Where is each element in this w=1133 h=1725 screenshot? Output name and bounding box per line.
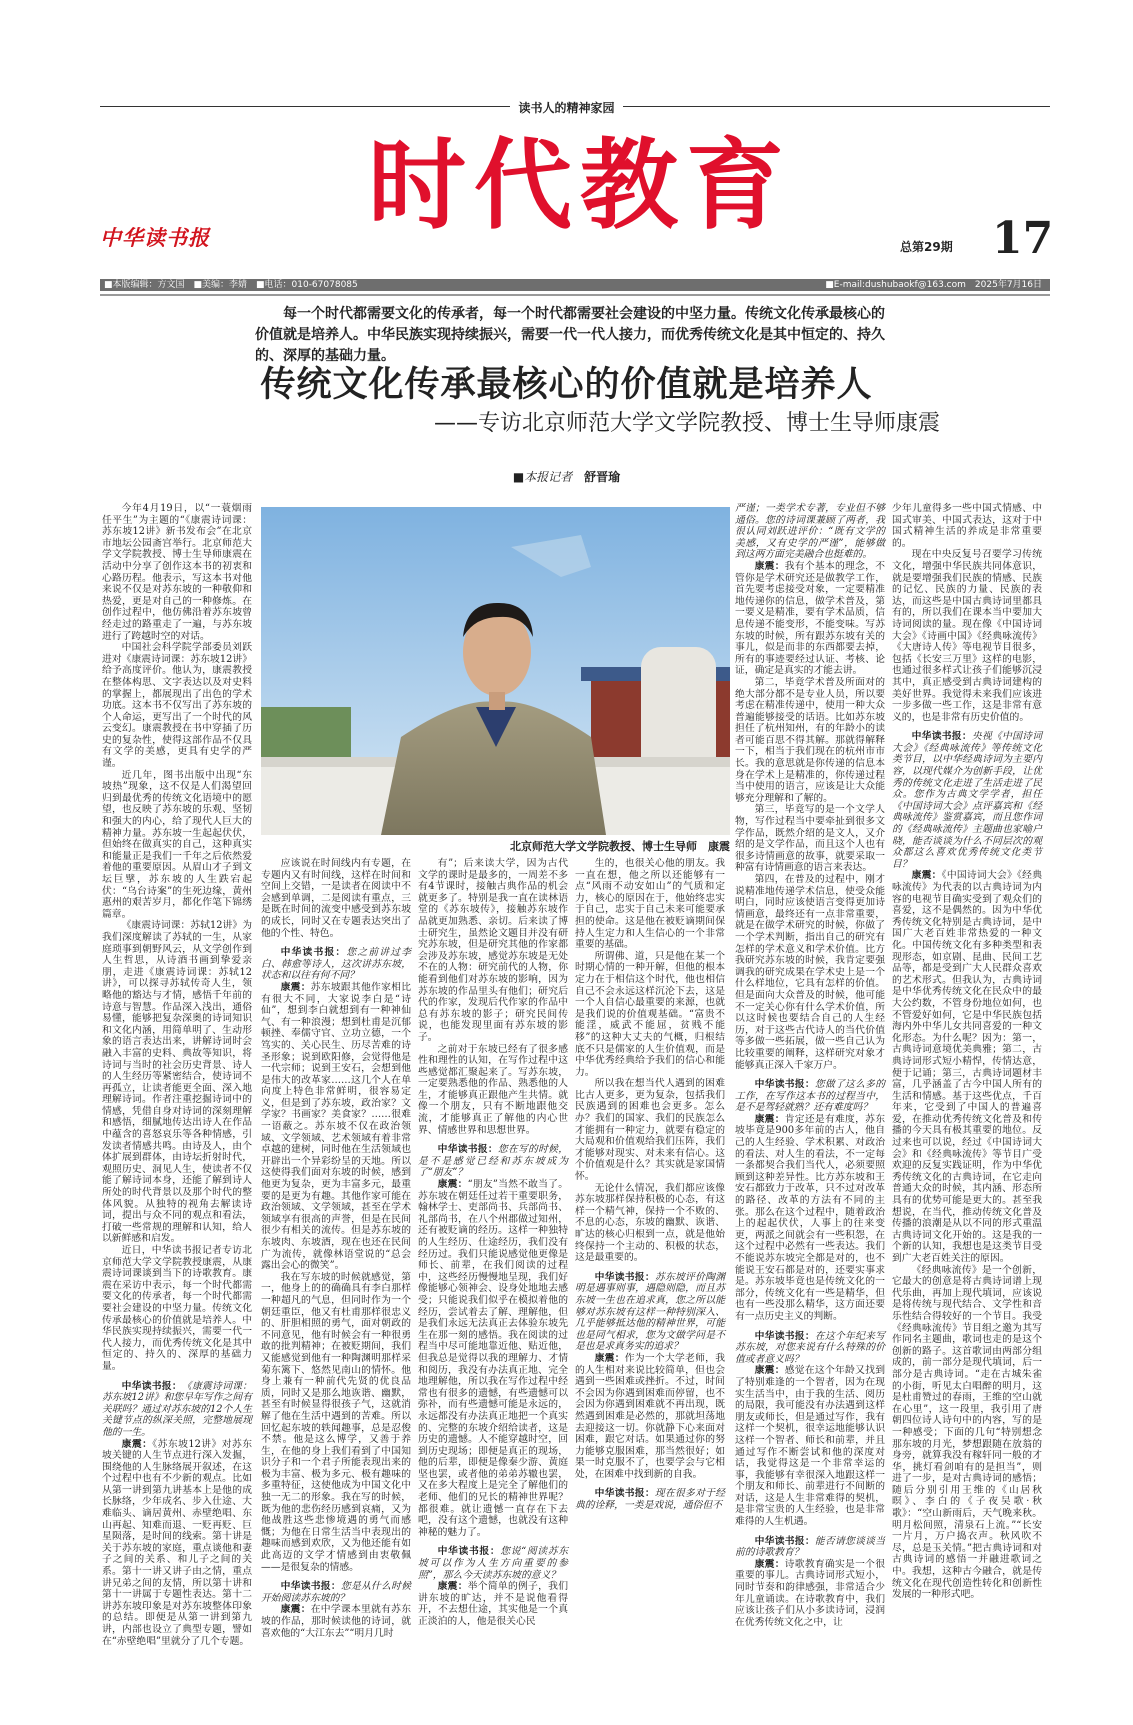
interview-question xyxy=(735,1079,885,1114)
article-column-6 xyxy=(892,503,1042,1601)
interview-question xyxy=(418,1144,568,1179)
byline xyxy=(0,468,1133,485)
interview-answer xyxy=(735,561,885,677)
interviewer-label: 中华读书报： xyxy=(121,1380,182,1392)
interview-answer xyxy=(735,1559,885,1629)
interview-answer xyxy=(892,870,1042,1264)
interviewer-label: 中华读书报： xyxy=(280,947,347,959)
interviewee-label: 康震： xyxy=(280,1604,311,1616)
slogan xyxy=(0,97,1133,116)
body-paragraph: 应该说在时间线内有专题，在专题内又有时间线，这样在时间和空间上交错，一是读者在阅读中不会感到单调，二是阅读有重点，三是既在时间的流变中感受到苏东坡的成长，同时又在专题表达突出了他的个性、特色。 xyxy=(261,858,411,939)
issue-number: 总第29期 xyxy=(900,240,953,254)
body-paragraph: 无论什么情况，我们都应该像苏东坡那样保持积极的心态，有这样一个精气神，保持一个不败的、不息的心态，东坡的幽默、诙谐、旷达的核心归根到一点，就是他始终保持一个主动的、积极的状态，这是最重要的。 xyxy=(575,1182,725,1264)
body-paragraph: 所以我在想当代人遇到的困难比古人更多，更为复杂，包括我们民族遇到的困难也会更多。怎么办？我们的国家、我们的民族怎么才能拥有一种定力，就要有稳定的大局观和价值观给我们压阵，我们才能够对现实、对未来有信心。这个价值观是什么？其实就是家国情怀。 xyxy=(575,1078,725,1183)
info-bar xyxy=(100,279,1050,291)
interviewer-label: 中华读书报： xyxy=(437,1546,501,1558)
interview-question xyxy=(575,1272,725,1353)
portrait-photo xyxy=(261,507,730,835)
body-paragraph: 近日，中华读书报记者专访北京师范大学文学院教授康震，从康震诗词课谈到当下的诗歌教育。康震在采访中表示，每一个时代都需要文化的传承者，每一个时代都需要社会建设的中坚力量。传统文化传承最核心的价值就是培养人。中华民族实现持续振兴，需要一代一代人接力，而优秀传统文化是其中恒定的、持久的、深厚的基础力量。 xyxy=(102,1245,252,1372)
interviewer-label: 中华读书报： xyxy=(754,1079,815,1091)
interview-answer xyxy=(735,1365,885,1527)
interviewer-label: 中华读书报： xyxy=(594,1488,655,1500)
byline-label: ■本报记者 xyxy=(512,470,573,484)
body-paragraph: 今年4月19日，以“一蓑烟雨任平生”为主题的“《康震诗词课：苏东坡12讲》新书发布会”在北京市地坛公园斋宫举行。北京师范大学文学院教授、博士生导师康震在活动中分享了创作这本书的初衷和心路历程。他表示，写这本书对他来说不仅是对苏东坡的一种敬仰和热爱，更是对自己的一种修炼。在创作过程中，他仿佛沿着苏东坡曾经走过的路重走了一遍，与苏东坡进行了跨越时空的对话。 xyxy=(102,503,252,642)
paragraph-text: 举个简单的例子，我们讲东坡的旷达，并不是说他看得开，不去想仕途，其实他是一个真正淡泊的人，他是很关心民 xyxy=(418,1581,569,1627)
divider xyxy=(100,294,1050,296)
paragraph-text: 您是从什么时候开始阅读苏东坡的？ xyxy=(261,1581,412,1604)
interviewee-label: 康震： xyxy=(754,1365,785,1377)
paragraph-text: 《中国诗词大会》《经典咏流传》为代表的以古典诗词为内容的电视节目确实受到了观众们的喜爱，这不是偶然的。因为中华优秀传统文化特别是古典诗词，是中国广大老百姓非常热爱的一种文化。中国传统文化有多种类型和表现形态，如京剧、昆曲、民间工艺品等，都是受到广大人民群众喜欢的艺术形式。但我认为，古典诗词是中华优秀传统文化在民众中的最大公约数，不管身份地位如何，也不管爱好如何，它是中华民族包括海内外中华儿女共同喜爱的一种文化形态。为什么呢？因为：第一，古典诗词意境优美典雅；第二，古典诗词形式短小精悍，传情达意，便于记诵；第三，古典诗词题材丰富，几乎涵盖了古今中国人所有的生活和情感。基于这些优点，千百年来，它受到了中国人的普遍喜爱，在推动优秀传统文化普及和传播的今天具有极其重要的地位。反过来也可以说，经过《中国诗词大会》和《经典咏流传》等节目广受欢迎的反复实践证明，作为中华优秀传统文化的古典诗词，在它走向普通大众的时候，其内涵、形态所具有的优势可能是更大的。甚至我想说，在当代，推动传统文化普及传播的浪潮是从以不同的形式重温古典诗词文化开始的。这是我的一个新的认知，我想也是这类节目受到广大老百姓关注的原因。 xyxy=(892,870,1042,1264)
article-column-3 xyxy=(418,858,568,1628)
body-paragraph: 我在写东坡的时候就感觉，第一，他身上的的确确具有李白那样一种超凡的气息，但同时作为一个朝廷重臣，他又有杜甫那样很忠义的、肝胆相照的勇气，面对朝政的不同意见，他有时候会有一种很勇敢的批判精神；在被贬期间，我们又能感觉到他有一种陶渊明那样采菊东篱下、悠然见南山的情怀。他身上兼有一种前代先贤的优良品质，同时又是那么地诙谐、幽默，甚至有时候显得很孩子气，这就消解了他在生活中遇到的苦难。所以回忆起东坡的轶闻趣事，总是忍俊不禁。他是这么博学，又善于养生，在他的身上我们看到了中国知识分子和一个君子所能表现出来的极为丰富、极为多元、极有趣味的多重特征，这使他成为中国文化中独一无二的形象。我在写的时候，既为他的悲伤经历感到哀痛，又为他战胜这些悲惨境遇的勇气而感慨；为他在日常生活当中表现出的趣味而感到欢欣，又为他还能有如此高迈的文学才情感到由衷敬佩——是很复杂的情感。 xyxy=(261,1271,411,1573)
slogan-text: 读书人的精神家园 xyxy=(510,101,622,115)
interviewer-label: 中华读书报： xyxy=(754,1330,815,1342)
paragraph-text: 诗歌教育确实是一个很重要的事儿。古典诗词形式短小，同时节奏和韵律感强，非常适合少年儿童诵读。在诗歌教育中，我们应该让孩子们从小多读诗词，浸润在优秀传统文化之中，让 xyxy=(735,1558,886,1628)
interviewee-label: 康震： xyxy=(437,1581,468,1593)
interviewee-label: 康震： xyxy=(121,1438,153,1450)
interview-answer xyxy=(418,1581,568,1627)
body-paragraph: 《经典咏流传》是一个创新，它最大的创意是将古典诗词谱上现代乐曲，再加上现代填词，应该说是将传统与现代结合、文学性和音乐性结合得较好的一个节目。我受《经典咏流传》节目组之邀为其写作同名主题曲，歌词也走的是这个创新的路子。这首歌词由两部分组成的，前一部分是现代填词，后一部分是古典诗词。“走在古城朱雀的小街，听见太白唱醉的明月，这是杜甫赞过的春雨，王维的空山就在心里”，这一段里，我引用了唐朝四位诗人诗句中的内容，写的是一种感受；下面的几句“特别想念那东坡的月光，梦想跟随在放翁的身旁，就算我没有稼轩同一般的才华，挑灯看剑咱有的是担当”，则进了一步，是对古典诗词的感悟；随后分别引用王维的《山居秋暝》、李白的《子夜吴歌·秋歌》：“空山新雨后，天气晚来秋。明月松间照，清泉石上流。”“长安一片月，万户捣衣声。秋风吹不尽，总是玉关情。”把古典诗词和对古典诗词的感悟一并融进歌词之中。我想，这种古今融合，就是传统文化在现代创造性转化和创新性发展的一种形式吧。 xyxy=(892,1264,1042,1601)
interview-question xyxy=(735,1536,885,1559)
contact-date-info: ■E-mail:dushubaokf@163.com 2025年7月16日 xyxy=(825,280,1042,290)
interviewee-label: 康震： xyxy=(754,560,785,572)
interview-question xyxy=(102,1381,252,1439)
body-paragraph: 《康震诗词课：苏轼12讲》为我们深度解读了苏轼的一生，从家庭琐事到朝野风云，从文学创作到人生哲思，从诗酒书画到挚爱亲朋，走进《康震诗词课：苏轼12讲》，可以探寻苏轼传奇人生，领略他的豁达与才情，感悟千年前的诗意与智慧。作品深入浅出，通俗易懂，能够把复杂深奥的诗词知识和文化内涵，用简单明了、生动形象的语言表达出来，讲解诗词时会融入丰富的史料、典故等知识，将诗词与当时的社会历史背景、诗人的人生经历等紧密结合，使诗词不再孤立，让读者能更全面、深入地理解诗词。作者注重挖掘诗词中的情感，凭借自身对诗词的深刻理解和感悟，细腻地传达出诗人在作品中蕴含的喜怒哀乐等各种情感，引发读者情感共鸣。由诗及人，由个体扩展到群体，由诗坛折射时代，观照历史、洞见人生，使读者不仅能了解诗词本身，还能了解到诗人所处的时代背景以及那个时代的整体风貌。从独特的视角去解读诗词，提出与众不同的观点和看法，打破一些常规的理解和认知，给人以新鲜感和启发。 xyxy=(102,920,252,1245)
paragraph-text: 苏东坡评价陶渊明是遇事则事，遇隐则隐，而且苏东坡一生也在追求真，您之所以能够对苏东坡有这样一种特别深入、几乎能够抵达他的精神世界，可能也是同气相求，您为文做学问是不是也是求真务实的追求？ xyxy=(575,1271,726,1353)
interviewer-label: 中华读书报： xyxy=(911,731,972,743)
interviewee-label: 康震： xyxy=(754,1113,785,1125)
interview-answer xyxy=(418,1179,568,1538)
editor-info: ■本版编辑：方文国 ■美编：李婧 ■电话：010-67078085 xyxy=(104,280,358,290)
article-title: 传统文化传承最核心的价值就是培养人 xyxy=(260,364,873,405)
paragraph-text: 在中学课本里就有苏东坡的作品，那时候读他的诗词，就喜欢他的“大江东去”“明月几时 xyxy=(261,1604,412,1639)
paragraph-text: 您之前讲过李白、韩愈等诗人，这次讲苏东坡，状态和以往有何不同？ xyxy=(261,947,412,982)
paragraph-text: 在这个年纪来写苏东坡，对您来说有什么特殊的价值或者意义吗？ xyxy=(735,1330,886,1365)
interviewer-label: 中华读书报： xyxy=(594,1271,655,1283)
paragraph-text: 您说“阅读苏东坡可以作为人生方向重要的参照”，那么今天读苏东坡的意义？ xyxy=(418,1546,569,1581)
interview-question xyxy=(261,947,411,982)
interview-question xyxy=(575,1488,725,1511)
newspaper-logo: 中华读书报 xyxy=(100,225,210,250)
interviewer-label: 中华读书报： xyxy=(280,1581,341,1593)
body-paragraph: 严谨；一类学术专著，专业但不够通俗。您的诗词课兼顾了两者，我很认同刘跃进评价：“既有文学的美感，又有史学的严谨”，能够做到这两方面完美融合也挺难的。 xyxy=(735,503,885,561)
body-paragraph: 第三，毕竟写的是一个文学人物，写作过程当中要牵扯到很多文学作品，既然介绍的是文人，又介绍的是文学作品，而且这个人也有很多诗情画意的故事，就要采取一种富有诗情画意的语言来表达。 xyxy=(735,804,885,874)
article-subtitle: ——专访北京师范大学文学院教授、博士生导师康震 xyxy=(433,411,940,436)
paragraph-text: 《康震诗词课：苏东坡12讲》和您早年写作之间有关联吗？通过对苏东坡的12个人生关键节点的纵深关照，完整地展现他的一生。 xyxy=(102,1380,253,1438)
interview-answer xyxy=(102,1439,252,1648)
section-masthead: 时代教育 xyxy=(367,129,792,243)
body-paragraph: 所谓佛、道，只是他在某一个时期心情的一种开解，但他的根本定力在于相信这个时代，他也相信自己不会永远这样沉沦下去，这是一个人自信心最重要的来源，也就是我们说的价值观基础。“富贵不能淫，威武不能屈，贫贱不能移”的这种大丈夫的气概，归根结底不只是儒家的人生价值观，而是中华优秀经典给予我们的信心和能力。 xyxy=(575,950,725,1078)
interview-question xyxy=(735,1331,885,1366)
interviewer-label: 中华读书报： xyxy=(754,1535,815,1547)
interview-answer xyxy=(261,982,411,1272)
body-paragraph: 之前对于东坡已经有了很多感性和理性的认知，在写作过程中这些感觉都汇聚起来了。写苏东坡，一定要熟悉他的作品、熟悉他的人生，才能够真正跟他产生共情。就像一个朋友，只有不断地跟他交流，才能够真正了解他的内心世界、情感世界和思想世界。 xyxy=(418,1043,568,1136)
body-paragraph: 第四，在普及的过程中，刚才说精准地传递学术信息，使受众能明白，同时应该使语言变得更加诗情画意，最终还有一点非常重要，就是在做学术研究的时候，你做了一个学术判断，指出自己的研究有怎样的学术意义和学术价值。比方我研究苏东坡的时候，我肯定要强调我的研究成果在学术史上是一个什么样地位，它具有怎样的价值。但是面向大众普及的时候，他可能不一定关心你有什么学术价值，所以这时候也要结合自己的人生经历，对于这些古代诗人的当代价值等多做一些拓展，做一些自己认为比较重要的阐释，这样研究对象才能够真正深入千家万户。 xyxy=(735,874,885,1071)
body-paragraph: 生的，也很关心他的朋友。我一直在想，他之所以还能够有一点“风雨不动安如山”的气质和定力，核心的原因在于，他始终忠实于自己，忠实于自己未来可能要承担的使命。这是他在被贬谪期间保持人生定力和人生信心的一个非常重要的基础。 xyxy=(575,858,725,951)
interviewee-label: 康震： xyxy=(437,1179,468,1191)
paragraph-text: 现在很多对于经典的诠释，一类是戏说，通俗但不 xyxy=(575,1488,726,1512)
paragraph-text: 《苏东坡12讲》对苏东坡关键的人生节点进行深入发掘，围绕他的人生脉络展开叙述，在这个过程中也有不少新的观点。比如从第一讲到第九讲基本上是他的成长脉络，少年成名、步入仕途、大难临头、谪居黄州、赤壁绝唱、东山再起、知难而退、一贬再贬、巨星陨落，是时间的线索。第十讲是关于苏东坡的家庭，重点谈他和妻子之间的关系、和儿子之间的关系。第十一讲又讲子由之情，重点讲兄弟之间的友情，所以第十讲和第十一讲属于专题性表达。第十二讲苏东坡印象是对苏东坡整体印象的总结。即便是从第一讲到第九讲，内部也设立了典型专题，譬如在“赤壁绝唱”里就分了几个专题。 xyxy=(102,1438,252,1647)
interviewee-label: 康震： xyxy=(911,870,942,882)
photo-caption: 北京师范大学文学院教授、博士生导师 康震 xyxy=(510,840,730,853)
body-paragraph: 近几年，图书出版中出现“东坡热”现象，这不仅是人们渴望回归到最优秀的传统文化语境中的愿望，也反映了苏东坡的乐观、坚韧和强大的内心，给了现代人巨大的精神力量。苏东坡一生起起伏伏，但始终在做真实的自己，这种真实和能量正是我们一千年之后依然爱着他的重要原因。从眉山才子到文坛巨擘，苏东坡的人生跌宕起伏：“乌台诗案”的生死边缘，黄州惠州的艰苦岁月，都化作笔下锦绣篇章。 xyxy=(102,769,252,920)
paragraph-text: 我有个基本的理念，不管你是学术研究还是做教学工作，首先要考虑接受对象，一定要精准地传递你的信息，做学术普及，第一要义是精准，要有学术品质，信息传递不能变形，不能变味。写苏东坡的时候，所有跟苏东坡有关的事儿，似是而非的东西都要去掉，所有的事迹要经过认证、考核、论证，确定是真实的才能去讲。 xyxy=(735,560,886,677)
interviewee-label: 康震： xyxy=(280,981,311,993)
interview-question xyxy=(892,731,1042,870)
paragraph-text: 肯定还是有难度，苏东坡毕竟是900多年前的古人，他自己的人生经验、学术积累、对政治的看法、对人生的看法，不一定每一条都契合我们当代人，必须要照顾到这种差异性。比方苏东坡和王安石都致力于改革，只不过对改革的路径、改革的方法有不同的主张。那么在这个过程中，随着政治上的起起伏伏，人事上的往来变更，两派之间就会有一些积怨，在这个过程中必然有一些表达。我们不能说苏东坡完全都是对的，也不能说王安石都是对的，还要实事求是。苏东坡毕竟也是传统文化的一部分，传统文化有一些是精华，但也有一些没那么精华，这方面还要有一点历史主义的判断。 xyxy=(735,1113,886,1322)
paragraph-text: 能否请您谈谈当前的诗歌教育？ xyxy=(735,1535,886,1559)
interview-answer xyxy=(735,1114,885,1323)
paragraph-text: 央视《中国诗词大会》《经典咏流传》等传统文化类节目，以中华经典诗词为主要内容，以现代媒介为创新手段，让优秀的传统文化走进了生活走进了民众。您作为古典文学学者，担任《中国诗词大会》点评嘉宾和《经典咏流传》鉴赏嘉宾，而且您作词的《经典咏流传》主题曲也家喻户晓，能否谈谈为什么不同层次的观众都这么喜欢优秀传统文化类节目？ xyxy=(892,731,1043,870)
article-column-5 xyxy=(735,503,885,1628)
page-number: 17 xyxy=(992,213,1054,264)
interviewee-label: 康震： xyxy=(594,1352,625,1364)
byline-author: 舒晋瑜 xyxy=(584,470,621,484)
paragraph-text: 您在写的时候，是不是感觉已经和苏东坡成为了“朋友”？ xyxy=(418,1144,569,1179)
interview-question xyxy=(418,1546,568,1581)
article-column-2 xyxy=(261,858,411,1639)
body-paragraph: 有”；后来读大学，因为古代文学的课时是最多的，一周差不多有4节课时，接触古典作品的机会就更多了。特别是我一直在读林语堂的《苏东坡传》，接触苏东坡作品就更加熟悉、亲切。后来读了博士研究生，虽然论文题目并没有研究苏东坡，但是研究其他的作家都会涉及苏东坡，感觉苏东坡是无处不在的人物：研究前代的人物，你能看到他们对苏东坡的影响，因为苏东坡的作品里头有他们；研究后代的作家，发现后代作家的作品中总有苏东坡的影子；研究民间传说，也能发现里面有苏东坡的影子。 xyxy=(418,858,568,1043)
paragraph-text: “朋友”当然不敢当了。苏东坡在朝廷任过若干重要职务，翰林学士、吏部尚书、兵部尚书、礼部尚书，在八个州郡做过知州，还有被贬谪的经历。这样一种独特的人生经历、仕途经历，我们没有经历过。我们只能说感觉他更像是师长、前辈，在我们阅读的过程中，这些经历慢慢地呈现，我们好像能够心领神会、设身处地地去感受；只能说我们似乎在模拟着他的经历，尝试着去了解、理解他，但是我们永远无法真正去体验东坡先生在那一刻的感悟。我在阅读的过程当中尽可能地靠近他、贴近他，但我总是觉得以我的理解力、才情和阅历，我没有办法真正地、完全地理解他，所以我在写作过程中经常也有很多的遗憾，有些遗憾可以弥补，而有些遗憾可能是永远的，永远都没有办法真正地把一个真实的、完整的东坡介绍给读者，这是历史的遗憾。人不能穿越时空，回到历史现场；即便是真正的现场，他的后辈，即便是像秦少游、黄庭坚也罢，或者他的弟弟苏辙也罢，又在多大程度上是完全了解他们的老师、他们的兄长的精神世界呢？都很难。就让遗憾一直存在下去吧，没有这个遗憾，也就没有这种神秘的魅力了。 xyxy=(418,1179,568,1538)
article-column-1 xyxy=(102,503,252,1647)
article-column-4 xyxy=(575,858,725,1512)
interview-answer xyxy=(575,1353,725,1481)
paragraph-text: 您做了这么多的工作，在写作这本书的过程当中，是不是驾轻就熟？还有难度吗？ xyxy=(735,1079,886,1114)
interviewee-label: 康震： xyxy=(754,1558,785,1570)
interview-answer xyxy=(261,1604,411,1639)
interviewer-label: 中华读书报： xyxy=(437,1144,498,1156)
paragraph-text: 作为一个大学老师，我的人生相对来说比较简单，但也会遇到一些困难或挫折。不过，时间不会因为你遇到困难而停留，也不会因为你遇到困难就不再出现，既然遇到困难是必然的，那就坦荡地去迎接这一切。你就静下心来面对困难，跟它对话。如果通过你的努力能够克服困难，那当然很好；如果一时克服不了，也要学会与它相处，在困难中找到新的自我。 xyxy=(575,1352,726,1480)
body-paragraph: 少年儿童得多一些中国式情感、中国式审美、中国式表达，这对于中国式精神生活的养成是非常重要的。 xyxy=(892,503,1042,549)
lead-paragraph: 每一个时代都需要文化的传承者，每一个时代都需要社会建设的中坚力量。传统文化传承最核心的价值就是培养人。中华民族实现持续振兴，需要一代一代人接力，而优秀传统文化是其中恒定的、持久的、深厚的基础力量。 xyxy=(255,306,885,364)
body-paragraph: 第二，毕竟学术普及所面对的绝大部分都不是专业人员，所以要考虑在精准传递中，使用一种大众普遍能够接受的话语。比如苏东坡担任了杭州知州，有的年龄小的读者可能百思不得其解。那就得解释一下，相当于我们现在的杭州市市长。我的意思就是你传递的信息本身在学术上是精准的，你传递过程当中使用的语言，应该是让大众能够充分理解和了解的。 xyxy=(735,676,885,804)
body-paragraph: 中国社会科学院学部委员刘跃进对《康震诗词课：苏东坡12讲》给予高度评价。他认为，康震教授在整体构思、文字表达以及对史料的掌握上，都展现出了出色的学术功底。这本书不仅写出了苏东坡的个人命运，更写出了一个时代的风云变幻。康震教授在书中穿插了历史的复杂性，使得这部作品不仅具有文学的美感，更具有史学的严谨。 xyxy=(102,642,252,770)
paragraph-text: 感觉在这个年龄又找到了特别难逢的一个智者，因为在现实生活当中，由于我的生活、阅历的局限，我可能没有办法遇到这样朋友或师长，但是通过写作，我有这样一个契机，很幸运地能够认识这样一个智者、师长和前辈，并且通过写作不断尝试和他的深度对话，我觉得这是一个非常幸运的事，我能够有幸很深入地跟这样一个朋友和师长、前辈进行不间断的对话，这是人生非常难得的契机，是非常宝贵的人生经验，也是非常难得的人生机遇。 xyxy=(735,1365,886,1528)
interview-question xyxy=(261,1581,411,1604)
paragraph-text: 苏东坡跟其他作家相比有很大不同，大家说李白是“诗仙”，想到李白就想到有一种神仙气、有一种浪漫；想到杜甫是沉郁顿挫、奉儒守官、立功立德，一个笃实的、关心民生、历尽苦难的诗圣形象；说到欧阳修，会觉得他是一代宗师；说到王安石，会想到他是伟大的改革家……这几个人在单向度上特色非常鲜明，很容易定义，但是到了苏东坡，政治家？文学家？书画家？美食家？……很难一语蔽之。苏东坡不仅在政治领域、文学领域、艺术领域有着非常卓越的建树，同时他在生活领域也开辟出一个异彩纷呈的天地。所以这使得我们面对东坡的时候，感到他更为复杂，更为丰富多元，最重要的是更为有趣。其他作家可能在政治领域、文学领域，甚至在学术领域享有很高的声誉，但是在民间很少有相关的流传。但是苏东坡的东坡肉、东坡酒，现在也还在民间广为流传，就像林语堂说的“总会露出会心的微笑”。 xyxy=(261,981,412,1272)
body-paragraph: 现在中央反复号召要学习传统文化，增强中华民族共同体意识，就是要增强我们民族的情感、民族的记忆、民族的力量、民族的表达，而这些是中国古典诗词里都具有的，所以我们在课本当中要加大诗词阅读的量。现在像《中国诗词大会》《诗画中国》《经典咏流传》《大唐诗人传》等电视节目很多，包括《长安三万里》这样的电影，也通过很多样式让孩子们能够沉浸其中，真正感受到古典诗词建构的美好世界。我觉得未来我们应该进一步多做一些工作，这是非常有意义的，也是非常有历史价值的。 xyxy=(892,549,1042,723)
